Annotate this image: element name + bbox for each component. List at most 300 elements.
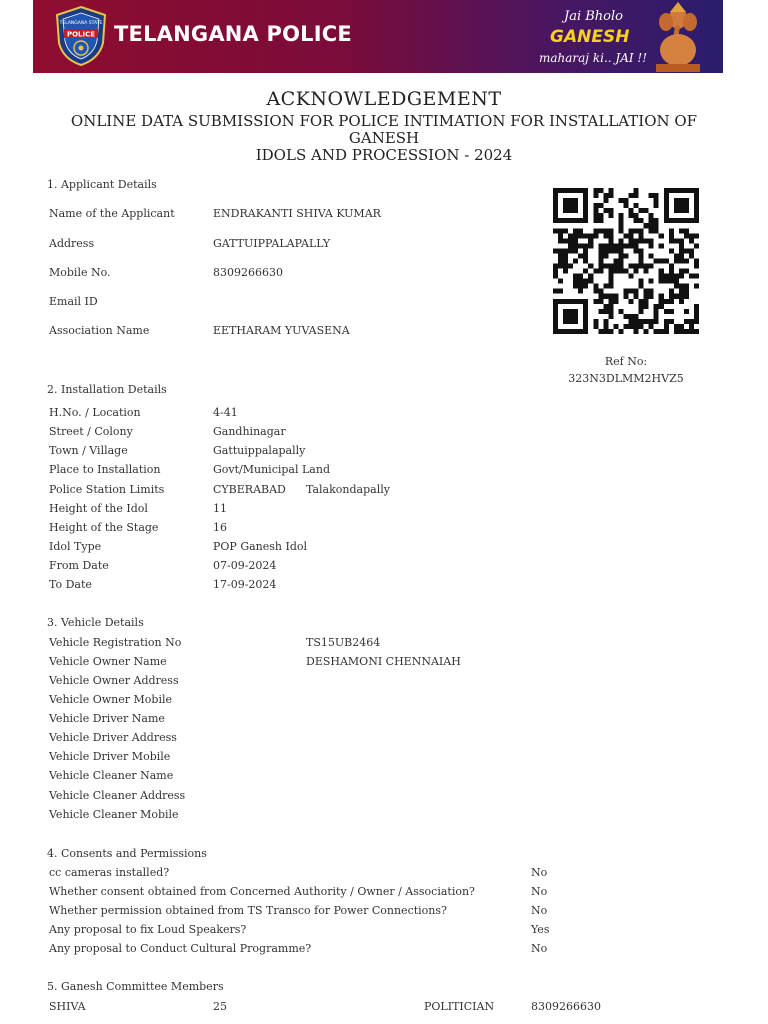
qr-module: [618, 309, 623, 314]
qr-module: [669, 218, 674, 223]
qr-module: [583, 279, 588, 284]
qr-module: [639, 228, 644, 233]
qr-module: [694, 188, 699, 193]
qr-module: [558, 248, 563, 253]
qr-module: [694, 309, 699, 314]
qr-module: [669, 274, 674, 279]
qr-module: [618, 218, 623, 223]
qr-module: [694, 329, 699, 334]
qr-module: [573, 319, 578, 324]
installation-label: Idol Type: [49, 540, 102, 553]
qr-module: [608, 329, 613, 334]
installation-value-secondary: Talakondapally: [306, 483, 390, 496]
qr-module: [679, 289, 684, 294]
qr-module: [598, 258, 603, 263]
qr-module: [563, 228, 568, 233]
qr-module: [654, 329, 659, 334]
qr-module: [694, 243, 699, 248]
qr-module: [669, 188, 674, 193]
qr-module: [558, 253, 563, 258]
qr-module: [684, 284, 689, 289]
qr-module: [563, 253, 568, 258]
qr-module: [634, 269, 639, 274]
qr-module: [613, 299, 618, 304]
installation-label: Height of the Stage: [49, 521, 159, 534]
qr-module: [583, 309, 588, 314]
installation-value: 16: [213, 521, 227, 534]
qr-module: [684, 258, 689, 263]
qr-module: [684, 309, 689, 314]
qr-module: [649, 228, 654, 233]
qr-module: [598, 294, 603, 299]
qr-module: [634, 324, 639, 329]
qr-module: [644, 223, 649, 228]
qr-module: [654, 193, 659, 198]
qr-module: [664, 274, 669, 279]
qr-module: [583, 218, 588, 223]
qr-module: [684, 228, 689, 233]
qr-module: [644, 269, 649, 274]
vehicle-label: Vehicle Owner Name: [49, 655, 167, 668]
vehicle-label: Vehicle Registration No: [49, 636, 182, 649]
qr-module: [674, 294, 679, 299]
qr-module: [573, 233, 578, 238]
brand-title: TELANGANA POLICE: [114, 22, 352, 46]
qr-module: [634, 294, 639, 299]
qr-module: [674, 279, 679, 284]
qr-module: [659, 304, 664, 309]
qr-module: [654, 319, 659, 324]
consent-label: Any proposal to fix Loud Speakers?: [49, 923, 247, 936]
logo-text: TELANGANA STATE: [59, 21, 103, 26]
qr-module: [568, 238, 573, 243]
installation-value: CYBERABAD: [213, 483, 286, 496]
qr-module: [568, 329, 573, 334]
qr-module: [573, 284, 578, 289]
qr-module: [568, 208, 573, 213]
qr-module: [618, 198, 623, 203]
qr-module: [613, 264, 618, 269]
qr-module: [603, 324, 608, 329]
subtitle-line-2: IDOLS AND PROCESSION - 2024: [255, 146, 513, 164]
qr-module: [694, 233, 699, 238]
qr-module: [608, 269, 613, 274]
qr-module: [664, 218, 669, 223]
consent-value: No: [531, 904, 548, 917]
qr-module: [603, 248, 608, 253]
qr-module: [603, 193, 608, 198]
qr-module: [563, 238, 568, 243]
qr-module: [553, 193, 558, 198]
qr-module: [563, 198, 568, 203]
qr-module: [629, 238, 634, 243]
qr-module: [674, 324, 679, 329]
qr-module: [598, 289, 603, 294]
qr-module: [674, 258, 679, 263]
qr-module: [639, 299, 644, 304]
consents-heading: 4. Consents and Permissions: [47, 847, 207, 860]
qr-module: [679, 258, 684, 263]
qr-module: [649, 319, 654, 324]
applicant-label: Association Name: [49, 324, 150, 337]
qr-code: [553, 185, 699, 337]
qr-module: [623, 294, 628, 299]
qr-module: [618, 258, 623, 263]
qr-module: [674, 253, 679, 258]
qr-module: [593, 324, 598, 329]
qr-module: [634, 289, 639, 294]
qr-module: [558, 233, 563, 238]
qr-module: [689, 233, 694, 238]
qr-module: [694, 218, 699, 223]
qr-module: [583, 284, 588, 289]
qr-module: [593, 299, 598, 304]
vehicle-label: Vehicle Driver Address: [49, 731, 177, 744]
qr-module: [634, 329, 639, 334]
qr-module: [618, 243, 623, 248]
qr-module: [573, 314, 578, 319]
qr-module: [664, 188, 669, 193]
qr-module: [679, 269, 684, 274]
qr-module: [583, 213, 588, 218]
qr-module: [644, 319, 649, 324]
qr-module: [634, 193, 639, 198]
qr-module: [689, 329, 694, 334]
qr-module: [684, 218, 689, 223]
qr-module: [608, 228, 613, 233]
qr-module: [634, 243, 639, 248]
qr-module: [573, 274, 578, 279]
qr-module: [608, 294, 613, 299]
qr-module: [639, 309, 644, 314]
installation-value: POP Ganesh Idol: [213, 540, 308, 553]
qr-module: [593, 203, 598, 208]
qr-module: [563, 208, 568, 213]
qr-module: [608, 274, 613, 279]
qr-module: [573, 309, 578, 314]
qr-module: [694, 203, 699, 208]
qr-module: [639, 208, 644, 213]
qr-module: [639, 284, 644, 289]
qr-module: [583, 324, 588, 329]
qr-module: [679, 284, 684, 289]
police-badge-icon: [53, 5, 109, 67]
qr-module: [654, 228, 659, 233]
qr-module: [593, 193, 598, 198]
qr-module: [669, 309, 674, 314]
qr-module: [654, 258, 659, 263]
qr-module: [563, 329, 568, 334]
qr-module: [649, 253, 654, 258]
vehicle-label: Vehicle Cleaner Mobile: [49, 808, 179, 821]
qr-module: [654, 218, 659, 223]
qr-module: [558, 238, 563, 243]
qr-module: [623, 269, 628, 274]
qr-module: [563, 319, 568, 324]
qr-module: [674, 208, 679, 213]
page-subtitle: [40, 113, 728, 164]
slogan-line-2: GANESH: [550, 27, 630, 47]
applicant-label: Name of the Applicant: [49, 207, 175, 220]
qr-module: [634, 228, 639, 233]
qr-module: [694, 304, 699, 309]
qr-module: [644, 304, 649, 309]
qr-module: [629, 233, 634, 238]
qr-module: [659, 294, 664, 299]
qr-module: [573, 258, 578, 263]
qr-module: [639, 324, 644, 329]
qr-module: [654, 203, 659, 208]
ref-number: 323N3DLMM2HVZ5: [568, 372, 684, 385]
qr-module: [679, 274, 684, 279]
qr-module: [593, 319, 598, 324]
subtitle-line-1: ONLINE DATA SUBMISSION FOR POLICE INTIMATION FOR INSTALLATION OF GANESH: [70, 112, 698, 147]
qr-module: [669, 279, 674, 284]
qr-module: [583, 188, 588, 193]
qr-module: [608, 279, 613, 284]
member-occupation: POLITICIAN: [424, 1000, 495, 1013]
qr-module: [593, 269, 598, 274]
qr-module: [603, 309, 608, 314]
qr-module: [659, 274, 664, 279]
qr-module: [553, 228, 558, 233]
qr-module: [583, 269, 588, 274]
qr-module: [593, 228, 598, 233]
qr-module: [659, 258, 664, 263]
qr-module: [573, 198, 578, 203]
qr-module: [634, 188, 639, 193]
installation-value: Govt/Municipal Land: [213, 463, 330, 476]
qr-module: [634, 248, 639, 253]
qr-module: [694, 198, 699, 203]
qr-module: [578, 284, 583, 289]
qr-module: [694, 284, 699, 289]
qr-module: [679, 238, 684, 243]
qr-module: [568, 198, 573, 203]
qr-module: [563, 309, 568, 314]
qr-module: [618, 213, 623, 218]
qr-module: [568, 188, 573, 193]
qr-module: [639, 218, 644, 223]
qr-module: [679, 253, 684, 258]
qr-module: [649, 213, 654, 218]
qr-module: [674, 238, 679, 243]
qr-module: [598, 243, 603, 248]
qr-module: [608, 248, 613, 253]
qr-module: [608, 309, 613, 314]
qr-module: [649, 289, 654, 294]
qr-module: [593, 233, 598, 238]
qr-module: [659, 329, 664, 334]
qr-module: [593, 218, 598, 223]
qr-module: [558, 329, 563, 334]
qr-module: [649, 218, 654, 223]
consent-label: Any proposal to Conduct Cultural Programme?: [49, 942, 312, 955]
qr-module: [553, 269, 558, 274]
qr-module: [684, 188, 689, 193]
qr-module: [639, 258, 644, 263]
qr-module: [674, 203, 679, 208]
qr-module: [679, 188, 684, 193]
qr-module: [664, 258, 669, 263]
installation-value: Gattuippalapally: [213, 444, 306, 457]
qr-module: [558, 289, 563, 294]
qr-module: [664, 193, 669, 198]
qr-module: [553, 203, 558, 208]
qr-module: [679, 218, 684, 223]
qr-module: [644, 238, 649, 243]
qr-module: [634, 314, 639, 319]
qr-module: [568, 233, 573, 238]
qr-module: [578, 329, 583, 334]
qr-module: [659, 269, 664, 274]
qr-module: [669, 289, 674, 294]
qr-module: [573, 228, 578, 233]
qr-module: [664, 299, 669, 304]
qr-module: [598, 253, 603, 258]
qr-module: [608, 314, 613, 319]
qr-module: [608, 243, 613, 248]
installation-value: 11: [213, 502, 227, 515]
qr-module: [568, 309, 573, 314]
qr-module: [603, 304, 608, 309]
qr-module: [578, 279, 583, 284]
qr-module: [623, 324, 628, 329]
qr-module: [553, 208, 558, 213]
qr-module: [689, 188, 694, 193]
qr-module: [634, 264, 639, 269]
vehicle-label: Vehicle Owner Address: [49, 674, 179, 687]
qr-module: [553, 218, 558, 223]
qr-module: [598, 329, 603, 334]
qr-module: [588, 233, 593, 238]
qr-module: [634, 238, 639, 243]
qr-module: [644, 289, 649, 294]
installation-value: 07-09-2024: [213, 559, 277, 572]
vehicle-heading: 3. Vehicle Details: [47, 616, 144, 629]
qr-module: [639, 253, 644, 258]
qr-module: [664, 198, 669, 203]
qr-module: [629, 299, 634, 304]
qr-module: [578, 299, 583, 304]
qr-module: [669, 248, 674, 253]
qr-module: [583, 253, 588, 258]
qr-module: [639, 319, 644, 324]
qr-module: [629, 213, 634, 218]
qr-module: [694, 258, 699, 263]
qr-module: [654, 314, 659, 319]
qr-module: [603, 243, 608, 248]
qr-module: [578, 228, 583, 233]
qr-module: [629, 289, 634, 294]
applicant-label: Address: [49, 237, 95, 250]
qr-module: [613, 248, 618, 253]
qr-module: [649, 243, 654, 248]
qr-module: [684, 208, 689, 213]
qr-module: [629, 274, 634, 279]
qr-module: [583, 329, 588, 334]
qr-module: [583, 203, 588, 208]
qr-module: [553, 304, 558, 309]
applicant-value: ENDRAKANTI SHIVA KUMAR: [213, 207, 381, 220]
qr-module: [583, 299, 588, 304]
qr-module: [553, 264, 558, 269]
qr-module: [598, 269, 603, 274]
qr-module: [578, 253, 583, 258]
vehicle-label: Vehicle Cleaner Address: [49, 789, 186, 802]
committee-heading: 5. Ganesh Committee Members: [47, 980, 224, 993]
qr-module: [684, 294, 689, 299]
qr-module: [613, 258, 618, 263]
qr-module: [639, 264, 644, 269]
qr-module: [553, 289, 558, 294]
qr-module: [588, 243, 593, 248]
qr-module: [644, 294, 649, 299]
qr-module: [689, 218, 694, 223]
qr-module: [659, 233, 664, 238]
qr-module: [649, 193, 654, 198]
qr-module: [573, 218, 578, 223]
qr-module: [608, 238, 613, 243]
qr-module: [598, 299, 603, 304]
qr-module: [634, 203, 639, 208]
qr-module: [553, 188, 558, 193]
qr-module: [573, 203, 578, 208]
qr-module: [608, 208, 613, 213]
qr-module: [573, 299, 578, 304]
qr-module: [573, 208, 578, 213]
qr-module: [553, 319, 558, 324]
qr-module: [588, 279, 593, 284]
qr-module: [608, 299, 613, 304]
qr-module: [649, 279, 654, 284]
qr-module: [578, 274, 583, 279]
qr-module: [634, 218, 639, 223]
qr-module: [674, 198, 679, 203]
qr-module: [583, 243, 588, 248]
qr-module: [654, 198, 659, 203]
qr-module: [674, 284, 679, 289]
qr-module: [623, 314, 628, 319]
header-banner: [33, 0, 723, 73]
qr-module: [684, 319, 689, 324]
qr-module: [618, 269, 623, 274]
installation-heading: 2. Installation Details: [47, 383, 167, 396]
installation-label: Town / Village: [49, 444, 128, 457]
qr-module: [563, 248, 568, 253]
qr-module: [598, 203, 603, 208]
qr-module: [669, 319, 674, 324]
installation-value: 17-09-2024: [213, 578, 277, 591]
qr-module: [674, 329, 679, 334]
qr-module: [679, 243, 684, 248]
qr-module: [639, 304, 644, 309]
qr-module: [568, 203, 573, 208]
qr-module: [563, 314, 568, 319]
qr-module: [664, 329, 669, 334]
qr-module: [603, 208, 608, 213]
qr-module: [634, 213, 639, 218]
qr-module: [684, 198, 689, 203]
qr-module: [629, 193, 634, 198]
qr-module: [593, 284, 598, 289]
qr-module: [608, 213, 613, 218]
installation-label: From Date: [49, 559, 109, 572]
qr-module: [603, 198, 608, 203]
qr-module: [553, 213, 558, 218]
qr-module: [608, 304, 613, 309]
qr-module: [659, 243, 664, 248]
